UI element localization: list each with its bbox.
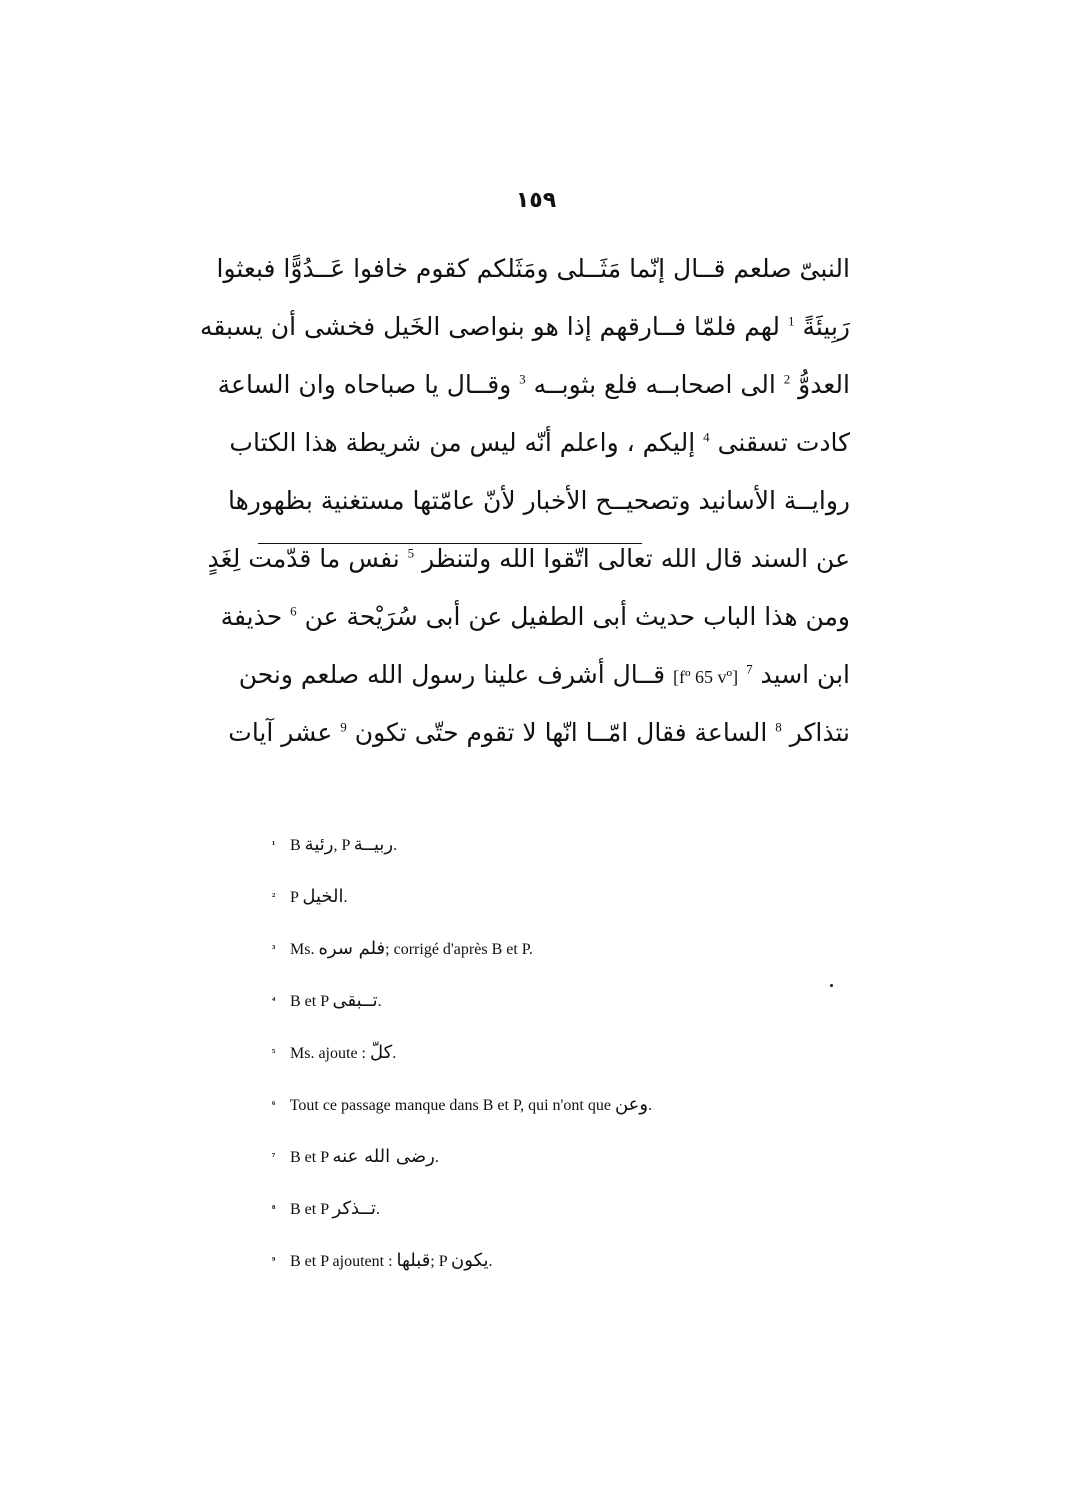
footnote-ref: 8 bbox=[775, 719, 782, 735]
footnote-text: B et P bbox=[290, 993, 329, 1010]
footnote-item bbox=[272, 830, 792, 882]
footnote-mark: ⁴ bbox=[272, 995, 276, 1007]
footnote-arabic: الخيل bbox=[302, 886, 344, 907]
text-segment: الساعة فقال امّــا انّها لا تقوم حتّى تكون bbox=[354, 718, 768, 747]
folio-reference: [fº 65 vº] bbox=[672, 667, 739, 687]
footnote-arabic: يكون bbox=[451, 1250, 489, 1271]
footnote-ref: 7 bbox=[746, 661, 753, 677]
footnote-text: . bbox=[343, 889, 348, 906]
footnote-arabic: كلّ bbox=[370, 1042, 393, 1063]
footnote-mark: ¹ bbox=[272, 839, 276, 851]
text-segment: العدوُّ bbox=[798, 370, 850, 399]
arabic-body-text bbox=[199, 240, 850, 762]
footnote-item bbox=[272, 986, 792, 1038]
footnote-text: Ms. ajoute : bbox=[290, 1045, 366, 1062]
text-segment: عشر آيات bbox=[228, 718, 333, 747]
footnote-arabic: تــذكر bbox=[332, 1198, 377, 1219]
footnote-ref: 6 bbox=[290, 603, 297, 619]
text-segment: عن السند قال الله تعالى اتّقوا الله ولتنظر bbox=[422, 544, 850, 573]
text-segment: إليكم ، واعلم أنّه ليس من شريطة هذا الكتاب bbox=[229, 428, 696, 457]
text-line bbox=[217, 356, 850, 414]
footnote-text: . bbox=[488, 1253, 493, 1270]
footnote-text: . bbox=[648, 1097, 653, 1114]
text-line bbox=[220, 588, 850, 646]
text-segment: حذيفة bbox=[220, 602, 283, 631]
footnote-ref: 2 bbox=[783, 371, 791, 387]
text-segment: الى اصحابــه فلع بثوبــه bbox=[533, 370, 776, 399]
footnote-ref: 4 bbox=[703, 429, 710, 445]
footnote-text: Ms. bbox=[290, 941, 315, 958]
text-segment: وقــال يا صباحاه وان الساعة bbox=[217, 370, 512, 399]
footnote-mark: ³ bbox=[272, 943, 276, 955]
text-segment: كادت تسقنى bbox=[717, 428, 850, 457]
footnote-mark: ⁶ bbox=[272, 1099, 276, 1111]
footnote-text: , P bbox=[333, 837, 350, 854]
footnote-text: . bbox=[376, 1201, 381, 1218]
text-segment: النبىّ صلعم قــال إنّما مَثَــلى ومَثَلكم كقوم خافوا عَــدُوًّا فبعثوا bbox=[216, 254, 850, 283]
footnote-text: B et P bbox=[290, 1149, 329, 1166]
text-segment: لهم فلمّا فــارقهم إذا هو بنواصى الخَيل فخشى أن يسبقه bbox=[199, 312, 781, 341]
footnote-text: B et P bbox=[290, 1201, 329, 1218]
text-line bbox=[207, 530, 850, 588]
footnote-text: P bbox=[290, 889, 299, 906]
page-number: ١٥٩ bbox=[515, 188, 557, 213]
text-segment: نتذاكر bbox=[789, 718, 850, 747]
footnote-item bbox=[272, 1194, 792, 1246]
footnote-arabic: تــبقى bbox=[332, 990, 378, 1011]
footnote-mark: ² bbox=[272, 891, 276, 903]
footnote-arabic: قبلها bbox=[396, 1250, 431, 1271]
section-divider bbox=[258, 543, 642, 544]
footnote-item bbox=[272, 934, 792, 986]
footnote-item bbox=[272, 1246, 792, 1298]
text-segment: قــال أشرف علينا رسول الله صلعم ونحن bbox=[238, 660, 666, 689]
footnote-ref: 1 bbox=[788, 313, 795, 329]
footnote-arabic: فلم سره bbox=[318, 938, 386, 959]
footnotes bbox=[272, 830, 792, 1298]
footnote-arabic: وعن bbox=[614, 1094, 649, 1115]
footnote-item bbox=[272, 1090, 792, 1142]
text-line bbox=[228, 704, 850, 762]
text-line bbox=[216, 240, 850, 298]
footnote-arabic: رئية bbox=[304, 834, 334, 855]
text-segment: ابن اسيد bbox=[760, 660, 850, 689]
footnote-item bbox=[272, 1038, 792, 1090]
footnote-text: . bbox=[392, 1045, 397, 1062]
footnote-ref: 5 bbox=[407, 545, 415, 561]
text-segment: ومن هذا الباب حديث أبى الطفيل عن أبى سُرَيْحة عن bbox=[304, 602, 850, 631]
footnote-arabic: رضى الله عنه bbox=[332, 1146, 435, 1167]
text-line bbox=[228, 472, 850, 530]
footnote-item bbox=[272, 882, 792, 934]
text-segment: رَبِيئَةً bbox=[802, 312, 850, 341]
footnote-mark: ⁵ bbox=[272, 1047, 276, 1059]
text-segment: نفس ما قدّمت لِغَدٍ bbox=[207, 544, 400, 573]
footnote-arabic: ربيــة bbox=[353, 834, 394, 855]
footnote-text: B et P ajoutent : bbox=[290, 1253, 393, 1270]
footnote-item bbox=[272, 1142, 792, 1194]
scan-speck bbox=[830, 984, 833, 987]
footnote-text: ; corrigé d'après B et P. bbox=[385, 941, 533, 958]
footnote-text: ; P bbox=[430, 1253, 448, 1270]
footnote-ref: 9 bbox=[340, 719, 347, 735]
footnote-text: Tout ce passage manque dans B et P, qui n'ont que bbox=[289, 1097, 611, 1114]
text-line bbox=[238, 646, 850, 704]
footnote-mark: ⁸ bbox=[272, 1203, 276, 1215]
text-segment: روايــة الأسانيد وتصحيــح الأخبار لأنّ عامّتها مستغنية بظهورها bbox=[228, 486, 850, 515]
footnote-text: . bbox=[434, 1149, 439, 1166]
text-line bbox=[229, 414, 850, 472]
footnote-text: B bbox=[290, 837, 301, 854]
text-line bbox=[199, 298, 850, 356]
footnote-text: . bbox=[377, 993, 382, 1010]
footnote-text: . bbox=[393, 837, 398, 854]
footnote-ref: 3 bbox=[519, 371, 526, 387]
footnote-mark: ⁹ bbox=[272, 1255, 276, 1267]
footnote-mark: ⁷ bbox=[272, 1151, 276, 1163]
